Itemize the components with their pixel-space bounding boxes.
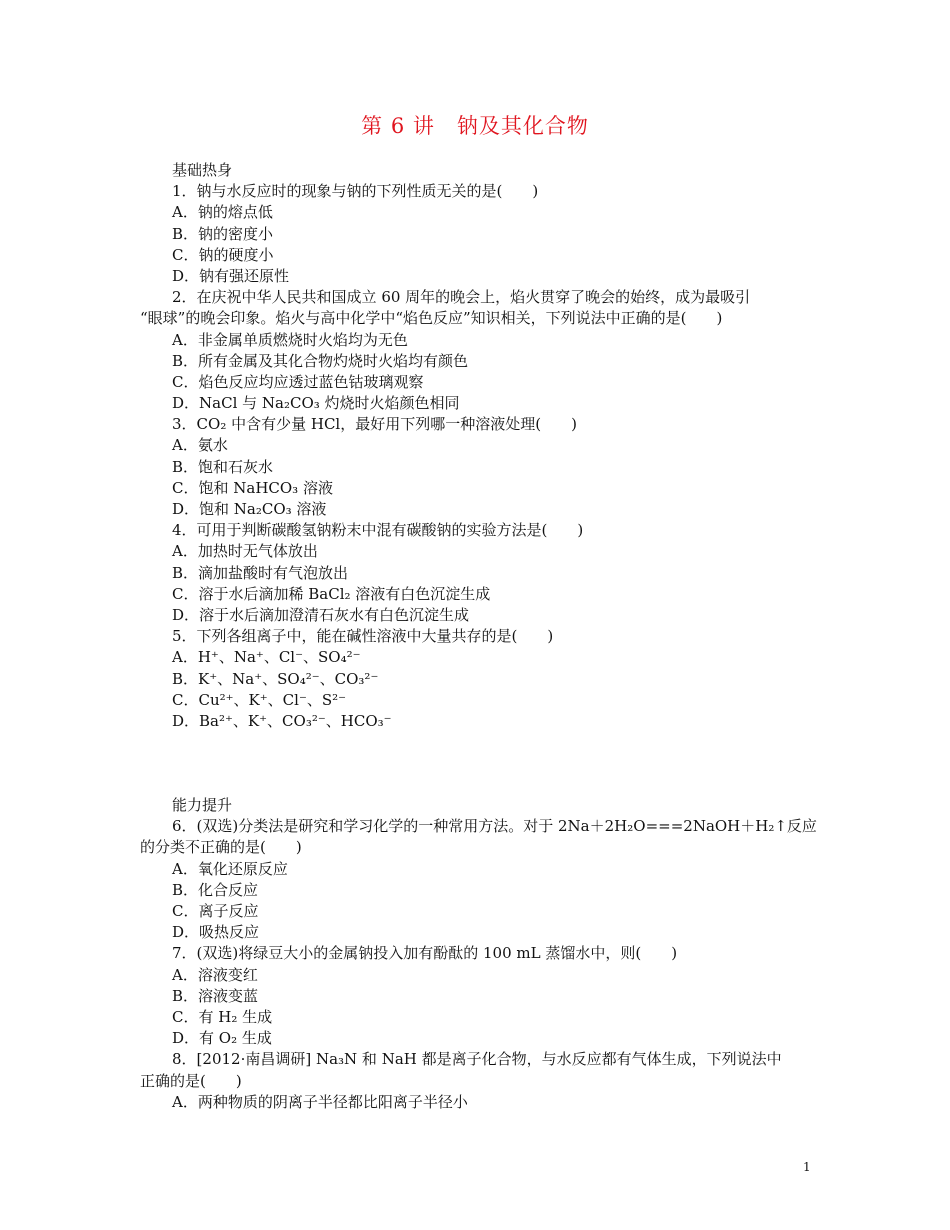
option-line: B．溶液变蓝	[172, 986, 259, 1005]
option-line: A．氨水	[172, 436, 228, 455]
option-line: D．钠有强还原性	[172, 266, 290, 285]
question-6-continued: 的分类不正确的是( )	[140, 838, 302, 857]
option-line: D．饱和 Na₂CO₃ 溶液	[172, 500, 327, 518]
question-8-continued: 正确的是( )	[140, 1071, 242, 1090]
option-line: C．有 H₂ 生成	[172, 1007, 273, 1026]
option-line: A．非金属单质燃烧时火焰均为无色	[172, 330, 408, 349]
section-heading-advanced: 能力提升	[172, 796, 233, 815]
option-line: A．两种物质的阴离子半径都比阳离子半径小	[172, 1092, 468, 1111]
option-line: A．H⁺、Na⁺、Cl⁻、SO₄²⁻	[172, 648, 361, 667]
question-5: 5．下列各组离子中，能在碱性溶液中大量共存的是( )	[172, 627, 554, 646]
option-line: A．氧化还原反应	[172, 859, 288, 878]
option-line: B．所有金属及其化合物灼烧时火焰均有颜色	[172, 351, 469, 370]
option-line: B．K⁺、Na⁺、SO₄²⁻、CO₃²⁻	[172, 669, 379, 688]
page-title: 第 6 讲 钠及其化合物	[361, 114, 589, 138]
question-4: 4．可用于判断碳酸氢钠粉末中混有碳酸钠的实验方法是( )	[172, 521, 584, 540]
option-line: C．离子反应	[172, 902, 259, 920]
option-line: B．化合反应	[172, 880, 259, 899]
question-1: 1．钠与水反应时的现象与钠的下列性质无关的是( )	[172, 182, 539, 201]
question-8: 8．[2012·南昌调研] Na₃N 和 NaH 都是离子化合物，与水反应都有气体生成，下列说法中	[172, 1050, 782, 1069]
option-line: D．有 O₂ 生成	[172, 1029, 272, 1048]
section-heading-basic: 基础热身	[172, 161, 233, 179]
section-spacer	[140, 732, 810, 795]
option-line: A．钠的熔点低	[172, 203, 273, 222]
question-3: 3．CO₂ 中含有少量 HCl，最好用下列哪一种溶液处理( )	[172, 415, 577, 434]
option-line: D．吸热反应	[172, 923, 260, 942]
option-line: C．饱和 NaHCO₃ 溶液	[172, 478, 333, 497]
option-line: D．溶于水后滴加澄清石灰水有白色沉淀生成	[172, 605, 470, 624]
option-line: B．滴加盐酸时有气泡放出	[172, 563, 349, 582]
document-body	[140, 160, 817, 1113]
page-number: 1	[803, 1160, 811, 1174]
question-2: 2．在庆祝中华人民共和国成立 60 周年的晚会上，焰火贯穿了晚会的始终，成为最吸引	[172, 288, 751, 307]
option-line: D．NaCl 与 Na₂CO₃ 灼烧时火焰颜色相同	[172, 394, 460, 413]
question-2-continued: “眼球”的晚会印象。焰火与高中化学中“焰色反应”知识相关，下列说法中正确的是( )	[140, 309, 723, 328]
option-line: C．溶于水后滴加稀 BaCl₂ 溶液有白色沉淀生成	[172, 584, 491, 603]
option-line: C．钠的硬度小	[172, 245, 274, 264]
option-line: A．加热时无气体放出	[172, 542, 318, 561]
option-line: C．焰色反应均应透过蓝色钴玻璃观察	[172, 372, 424, 391]
option-line: B．饱和石灰水	[172, 457, 274, 476]
option-line: C．Cu²⁺、K⁺、Cl⁻、S²⁻	[172, 690, 347, 709]
question-7: 7．(双选)将绿豆大小的金属钠投入加有酚酞的 100 mL 蒸馏水中，则( )	[172, 944, 678, 963]
option-line: B．钠的密度小	[172, 224, 274, 243]
option-line: A．溶液变红	[172, 965, 258, 984]
option-line: D．Ba²⁺、K⁺、CO₃²⁻、HCO₃⁻	[172, 711, 392, 730]
question-6: 6．(双选)分类法是研究和学习化学的一种常用方法。对于 2Na＋2H₂O===2NaOH＋H₂↑反应	[172, 817, 817, 836]
